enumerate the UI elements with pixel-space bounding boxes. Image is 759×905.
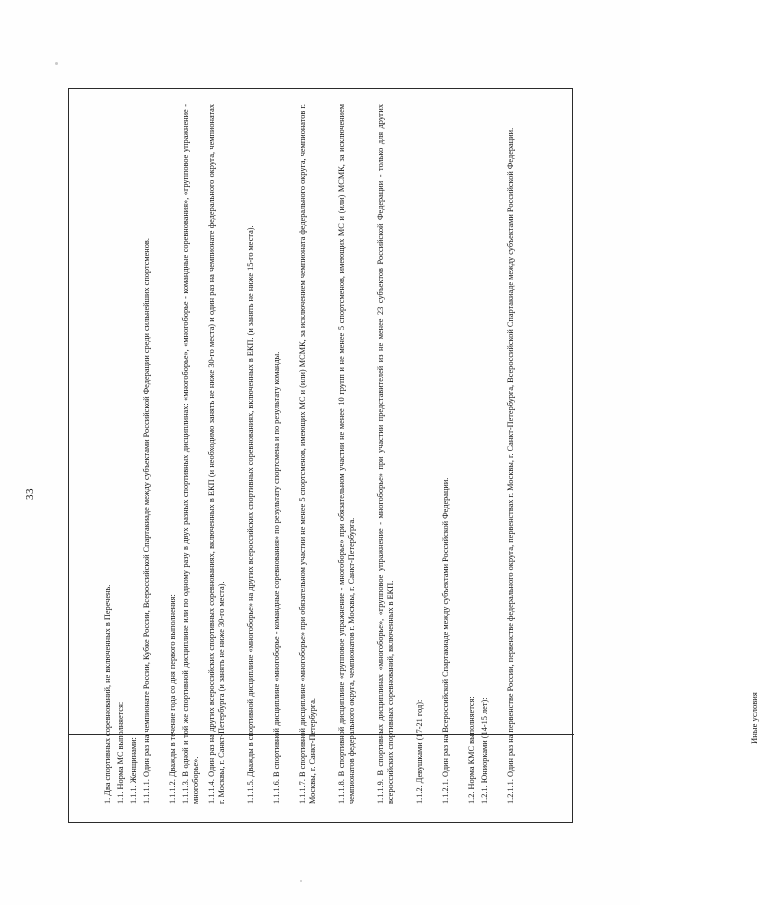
table-paragraph: 1.1.1.7. В спортивной дисциплине «многоборье» при обязательном участии не менее 5 спортсменов, имеющих МС и (или) МСМК, за исключением чемпионата федерального округа, чемпионатов г. Москвы, г. Санкт-Петербурга. bbox=[298, 104, 317, 804]
table-paragraph: 1.1.1.4. Один раз на других всероссийских спортивных соревнованиях, включенных в ЕКП (и необходимо занять не ниже 30-го места) и один раз на чемпионате федерального округа, чемпионатах г. Москвы, г. Санкт-Петербурга (и занять не ниже 30-го места). bbox=[207, 104, 226, 804]
scan-artifact bbox=[55, 62, 58, 65]
table-paragraph: 1.2.1. Юниорками (14-15 лет): bbox=[480, 697, 489, 804]
row-label-other-conditions: Иные условия bbox=[749, 692, 759, 744]
table-paragraph: 1.1.1.5. Дважды в спортивной дисциплине «многоборье» на других всероссийских спортивных соревнованиях, включенных в ЕКП. (и занять не ниже 15-го места). bbox=[246, 225, 255, 804]
table-paragraph: 1. Два спортивных соревнований, не включенных в Перечень. bbox=[103, 584, 112, 804]
conditions-table bbox=[68, 88, 759, 823]
table-paragraph: 1.2.1.1. Один раз на первенстве России, первенстве федерального округа, первенствах г. Москвы, г. Санкт-Петербурга, Всероссийской Спартакиаде между субъектами Российской Федерации. bbox=[506, 127, 515, 804]
table-content-layer bbox=[69, 89, 759, 824]
scan-artifact bbox=[300, 880, 302, 882]
table-paragraph: 1.2. Норма КМС выполняется: bbox=[467, 696, 476, 804]
table-paragraph: 1.1.1.1. Один раз на чемпионате России, Кубке России, Всероссийской Спартакиаде между субъектами Российской Федерации среди сильнейших спортсменов. bbox=[142, 238, 151, 804]
table-paragraph: 1.1.1.3. В одной и той же спортивной дисциплине или по одному разу в двух разных спортивных дисциплинах: «многоборье», «многоборье - командные соревнования», «групповое упражнение - многоборье». bbox=[181, 104, 200, 804]
table-paragraph: 1.1.1.9. В спортивных дисциплинах «многоборье», «групповое упражнение - многоборье» при участии представителей из не менее 23 субъектов Российской Федерации - только для других всероссийских спортивных соревнований, включенных в ЕКП. bbox=[376, 104, 395, 804]
table-paragraph: 1.1.1. Женщинами: bbox=[129, 737, 138, 804]
table-paragraph: 1.1. Норма МС выполняется: bbox=[116, 701, 125, 804]
table-paragraph: 1.1.1.2. Дважды в течение года со дня первого выполнения: bbox=[168, 594, 177, 804]
table-paragraph: 1.1.1.8. В спортивной дисциплине «групповое упражнение - многоборье» при обязательном участии не менее 10 групп и не менее 5 спортсменов, имеющих МС и (или) МСМК, за исключением чемпионатов федерального округа, чемпионатов г. Москвы, г. Санкт-Петербурга. bbox=[337, 104, 356, 804]
table-paragraph: 1.1.2. Девушками (17-21 год): bbox=[415, 699, 424, 804]
page-number: 33 bbox=[24, 488, 36, 500]
table-paragraph: 1.1.1.6. В спортивной дисциплине «многоборье - командные соревнования» по результату спортсмена и по результату команды. bbox=[272, 351, 281, 804]
table-paragraph: 1.1.2.1. Один раз на Всероссийской Спартакиаде между субъектами Российской Федерации. bbox=[441, 477, 450, 804]
